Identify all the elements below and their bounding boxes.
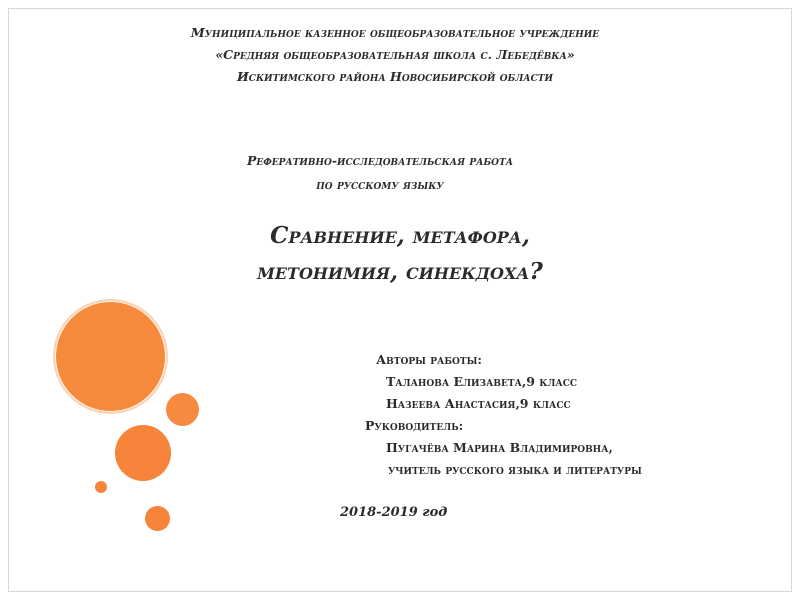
- title-line-1: Сравнение, метафора,: [270, 222, 530, 249]
- academic-year: 2018-2019 год: [340, 505, 448, 520]
- work-type-line-2: по русскому языку: [316, 177, 444, 192]
- author-1: Таланова Елизавета,9 класс: [386, 374, 578, 389]
- header-line-2: «Средняя общеобразовательная школа с. Лебедёвка»: [215, 47, 575, 62]
- work-type-line-1: Реферативно-исследовательская работа: [246, 153, 514, 168]
- header-line-1: Муниципальное казенное общеобразовательное учреждение: [190, 25, 600, 40]
- slide-title: [180, 218, 620, 290]
- title-line-2: метонимия, синекдоха?: [257, 258, 543, 285]
- authors-block: [364, 349, 764, 481]
- school-header: [150, 22, 640, 88]
- supervisor-heading: Руководитель:: [365, 418, 464, 433]
- decorative-circle-small: [166, 393, 199, 426]
- supervisor-name: Пугачёва Марина Владимировна,: [386, 440, 613, 455]
- decorative-circle-dot: [95, 481, 107, 493]
- supervisor-role: учитель русского языка и литературы: [388, 462, 642, 477]
- decorative-circle-large: [53, 299, 168, 414]
- authors-heading: Авторы работы:: [376, 352, 483, 367]
- header-line-3: Искитимского района Новосибирской области: [236, 69, 553, 84]
- decorative-circle-medium: [115, 425, 171, 481]
- decorative-circle-small-bottom: [145, 506, 170, 531]
- author-2: Назеева Анастасия,9 класс: [386, 396, 571, 411]
- work-type: [180, 149, 580, 197]
